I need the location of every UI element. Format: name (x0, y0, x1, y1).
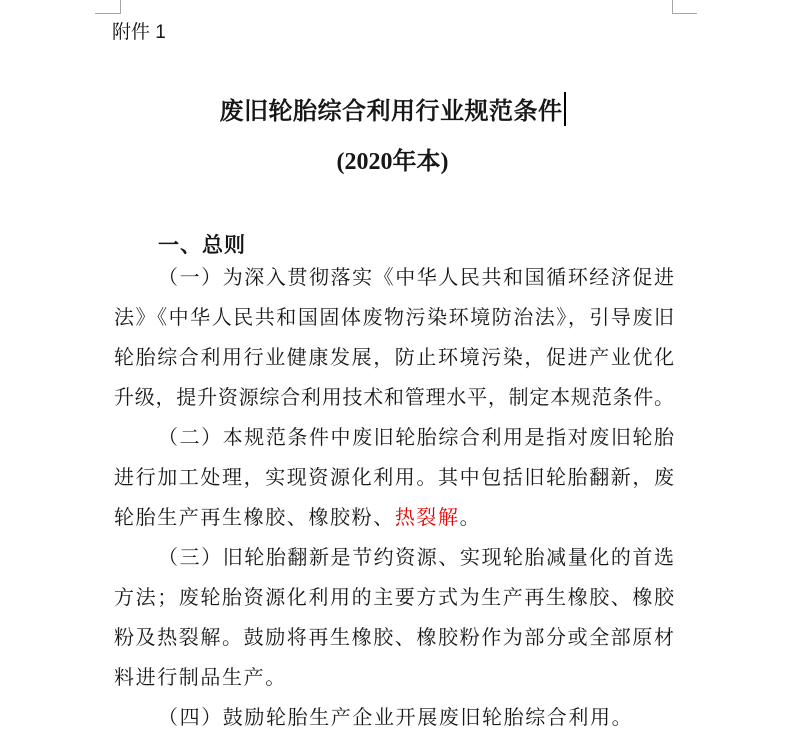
document-subtitle[interactable]: (2020年本) (336, 149, 449, 175)
text-boundary-mark-top-right (672, 0, 697, 14)
paragraph-1-line-1[interactable]: （一）为深入贯彻落实《中华人民共和国循环经济促进 (158, 267, 674, 289)
document-title-text[interactable]: 废旧轮胎综合利用行业规范条件 (219, 98, 563, 125)
paragraph-2-line-3[interactable] (114, 498, 674, 538)
paragraph-4-line-1[interactable]: （四）鼓励轮胎生产企业开展废旧轮胎综合利用。 (158, 707, 634, 729)
paragraph-2-line-3-pre[interactable]: 轮胎生产再生橡胶、橡胶粉、 (114, 507, 395, 529)
paragraph-3-line-2[interactable]: 方法；废轮胎资源化利用的主要方式为生产再生橡胶、橡胶 (114, 587, 674, 609)
paragraph-3-line-3[interactable]: 粉及热裂解。鼓励将再生橡胶、橡胶粉作为部分或全部原材 (114, 627, 674, 649)
paragraph-2-line-1[interactable]: （二）本规范条件中废旧轮胎综合利用是指对废旧轮胎 (158, 427, 674, 449)
paragraph-2-line-2[interactable]: 进行加工处理，实现资源化利用。其中包括旧轮胎翻新，废 (114, 467, 674, 489)
attachment-label[interactable]: 附件 1 (112, 22, 166, 43)
paragraph-3-line-4[interactable]: 料进行制品生产。 (114, 667, 287, 689)
highlighted-term-red[interactable]: 热裂解 (394, 507, 460, 529)
paragraph-1-line-3[interactable]: 轮胎综合利用行业健康发展，防止环境污染，促进产业优化 (114, 347, 674, 369)
paragraph-1-line-4[interactable]: 升级，提升资源综合利用技术和管理水平，制定本规范条件。 (114, 387, 674, 409)
paragraph-1-line-2[interactable]: 法》《中华人民共和国固体废物污染环境防治法》，引导废旧 (114, 307, 674, 329)
text-cursor (564, 92, 566, 126)
document-body[interactable] (114, 258, 674, 738)
section-heading[interactable]: 一、总则 (158, 234, 246, 257)
paragraph-3-line-1[interactable]: （三）旧轮胎翻新是节约资源、实现轮胎减量化的首选 (158, 547, 674, 569)
document-title[interactable] (0, 92, 785, 132)
text-boundary-mark-top-left (95, 0, 121, 14)
paragraph-2-line-3-post[interactable]: 。 (459, 507, 482, 529)
